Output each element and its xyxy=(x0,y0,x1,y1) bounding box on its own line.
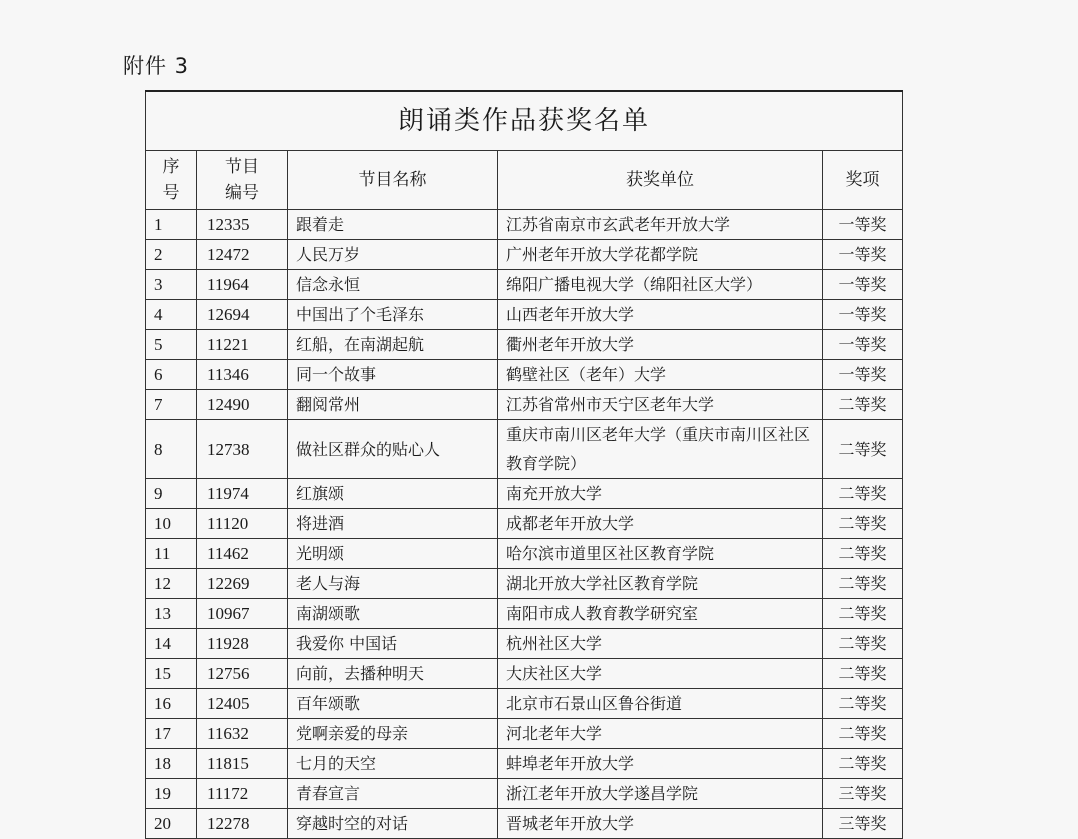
cell-award: 二等奖 xyxy=(823,479,903,509)
table-row xyxy=(146,539,903,569)
award-list-table xyxy=(145,90,903,839)
cell-name: 南湖颂歌 xyxy=(288,599,498,629)
cell-award: 二等奖 xyxy=(823,599,903,629)
cell-index: 14 xyxy=(146,629,197,659)
cell-code: 12269 xyxy=(197,569,288,599)
cell-code: 11632 xyxy=(197,719,288,749)
cell-award: 二等奖 xyxy=(823,659,903,689)
cell-award: 一等奖 xyxy=(823,240,903,270)
cell-unit: 鹤壁社区（老年）大学 xyxy=(498,360,823,390)
cell-code: 11120 xyxy=(197,509,288,539)
table-header-row xyxy=(146,151,903,210)
cell-index: 17 xyxy=(146,719,197,749)
cell-award: 三等奖 xyxy=(823,779,903,809)
cell-unit: 晋城老年开放大学 xyxy=(498,809,823,839)
cell-unit: 江苏省南京市玄武老年开放大学 xyxy=(498,210,823,240)
cell-code: 12756 xyxy=(197,659,288,689)
cell-unit: 南充开放大学 xyxy=(498,479,823,509)
header-index: 序 号 xyxy=(146,151,197,210)
cell-award: 二等奖 xyxy=(823,420,903,479)
cell-unit: 绵阳广播电视大学（绵阳社区大学） xyxy=(498,270,823,300)
cell-index: 8 xyxy=(146,420,197,479)
cell-name: 向前，去播种明天 xyxy=(288,659,498,689)
header-code: 节目 编号 xyxy=(197,151,288,210)
table-row xyxy=(146,629,903,659)
cell-index: 11 xyxy=(146,539,197,569)
cell-name: 中国出了个毛泽东 xyxy=(288,300,498,330)
cell-index: 16 xyxy=(146,689,197,719)
cell-award: 二等奖 xyxy=(823,569,903,599)
cell-index: 19 xyxy=(146,779,197,809)
cell-index: 15 xyxy=(146,659,197,689)
cell-name: 人民万岁 xyxy=(288,240,498,270)
cell-index: 13 xyxy=(146,599,197,629)
cell-name: 党啊亲爱的母亲 xyxy=(288,719,498,749)
cell-name: 七月的天空 xyxy=(288,749,498,779)
cell-index: 18 xyxy=(146,749,197,779)
cell-code: 11462 xyxy=(197,539,288,569)
table-row xyxy=(146,779,903,809)
cell-award: 一等奖 xyxy=(823,360,903,390)
cell-award: 一等奖 xyxy=(823,300,903,330)
cell-unit: 衢州老年开放大学 xyxy=(498,330,823,360)
cell-name: 光明颂 xyxy=(288,539,498,569)
cell-name: 青春宣言 xyxy=(288,779,498,809)
cell-unit: 广州老年开放大学花都学院 xyxy=(498,240,823,270)
table-row xyxy=(146,659,903,689)
table-title: 朗诵类作品获奖名单 xyxy=(146,91,903,151)
cell-award: 二等奖 xyxy=(823,509,903,539)
cell-name: 翻阅常州 xyxy=(288,390,498,420)
table-row xyxy=(146,809,903,839)
cell-code: 11974 xyxy=(197,479,288,509)
table-row xyxy=(146,210,903,240)
table-row xyxy=(146,420,903,479)
cell-code: 12405 xyxy=(197,689,288,719)
table-row xyxy=(146,300,903,330)
cell-code: 11221 xyxy=(197,330,288,360)
cell-unit: 成都老年开放大学 xyxy=(498,509,823,539)
cell-award: 二等奖 xyxy=(823,539,903,569)
cell-index: 10 xyxy=(146,509,197,539)
table-row xyxy=(146,719,903,749)
cell-code: 12278 xyxy=(197,809,288,839)
cell-unit: 江苏省常州市天宁区老年大学 xyxy=(498,390,823,420)
header-name: 节目名称 xyxy=(288,151,498,210)
cell-index: 9 xyxy=(146,479,197,509)
cell-code: 12738 xyxy=(197,420,288,479)
cell-index: 6 xyxy=(146,360,197,390)
cell-index: 4 xyxy=(146,300,197,330)
cell-code: 12694 xyxy=(197,300,288,330)
cell-code: 11346 xyxy=(197,360,288,390)
cell-unit: 河北老年大学 xyxy=(498,719,823,749)
cell-code: 12335 xyxy=(197,210,288,240)
table-row xyxy=(146,569,903,599)
cell-code: 10967 xyxy=(197,599,288,629)
cell-name: 将进酒 xyxy=(288,509,498,539)
cell-award: 一等奖 xyxy=(823,270,903,300)
cell-award: 二等奖 xyxy=(823,719,903,749)
cell-name: 我爱你 中国话 xyxy=(288,629,498,659)
cell-unit: 北京市石景山区鲁谷街道 xyxy=(498,689,823,719)
cell-code: 11964 xyxy=(197,270,288,300)
cell-award: 二等奖 xyxy=(823,390,903,420)
cell-unit: 浙江老年开放大学遂昌学院 xyxy=(498,779,823,809)
cell-code: 11928 xyxy=(197,629,288,659)
attachment-label: 附件 3 xyxy=(123,54,190,78)
cell-unit: 杭州社区大学 xyxy=(498,629,823,659)
cell-code: 11815 xyxy=(197,749,288,779)
header-unit: 获奖单位 xyxy=(498,151,823,210)
cell-award: 二等奖 xyxy=(823,629,903,659)
table-row xyxy=(146,240,903,270)
cell-unit: 南阳市成人教育教学研究室 xyxy=(498,599,823,629)
table-row xyxy=(146,360,903,390)
cell-index: 3 xyxy=(146,270,197,300)
cell-name: 老人与海 xyxy=(288,569,498,599)
table-row xyxy=(146,479,903,509)
cell-unit: 重庆市南川区老年大学（重庆市南川区社区教育学院） xyxy=(498,420,823,479)
cell-name: 穿越时空的对话 xyxy=(288,809,498,839)
cell-name: 百年颂歌 xyxy=(288,689,498,719)
cell-code: 11172 xyxy=(197,779,288,809)
table-row xyxy=(146,509,903,539)
cell-name: 红船，在南湖起航 xyxy=(288,330,498,360)
table-body xyxy=(146,210,903,839)
cell-award: 二等奖 xyxy=(823,689,903,719)
cell-code: 12490 xyxy=(197,390,288,420)
cell-name: 信念永恒 xyxy=(288,270,498,300)
cell-award: 一等奖 xyxy=(823,330,903,360)
cell-index: 1 xyxy=(146,210,197,240)
table-row xyxy=(146,270,903,300)
cell-unit: 山西老年开放大学 xyxy=(498,300,823,330)
table-row xyxy=(146,689,903,719)
cell-award: 二等奖 xyxy=(823,749,903,779)
cell-unit: 大庆社区大学 xyxy=(498,659,823,689)
cell-index: 5 xyxy=(146,330,197,360)
cell-index: 12 xyxy=(146,569,197,599)
table-row xyxy=(146,330,903,360)
cell-award: 三等奖 xyxy=(823,809,903,839)
cell-index: 7 xyxy=(146,390,197,420)
cell-unit: 哈尔滨市道里区社区教育学院 xyxy=(498,539,823,569)
table-row xyxy=(146,599,903,629)
cell-name: 做社区群众的贴心人 xyxy=(288,420,498,479)
table-row xyxy=(146,749,903,779)
cell-name: 同一个故事 xyxy=(288,360,498,390)
cell-index: 20 xyxy=(146,809,197,839)
table-row xyxy=(146,390,903,420)
header-award: 奖项 xyxy=(823,151,903,210)
cell-index: 2 xyxy=(146,240,197,270)
cell-name: 跟着走 xyxy=(288,210,498,240)
cell-code: 12472 xyxy=(197,240,288,270)
cell-unit: 蚌埠老年开放大学 xyxy=(498,749,823,779)
cell-award: 一等奖 xyxy=(823,210,903,240)
cell-name: 红旗颂 xyxy=(288,479,498,509)
cell-unit: 湖北开放大学社区教育学院 xyxy=(498,569,823,599)
